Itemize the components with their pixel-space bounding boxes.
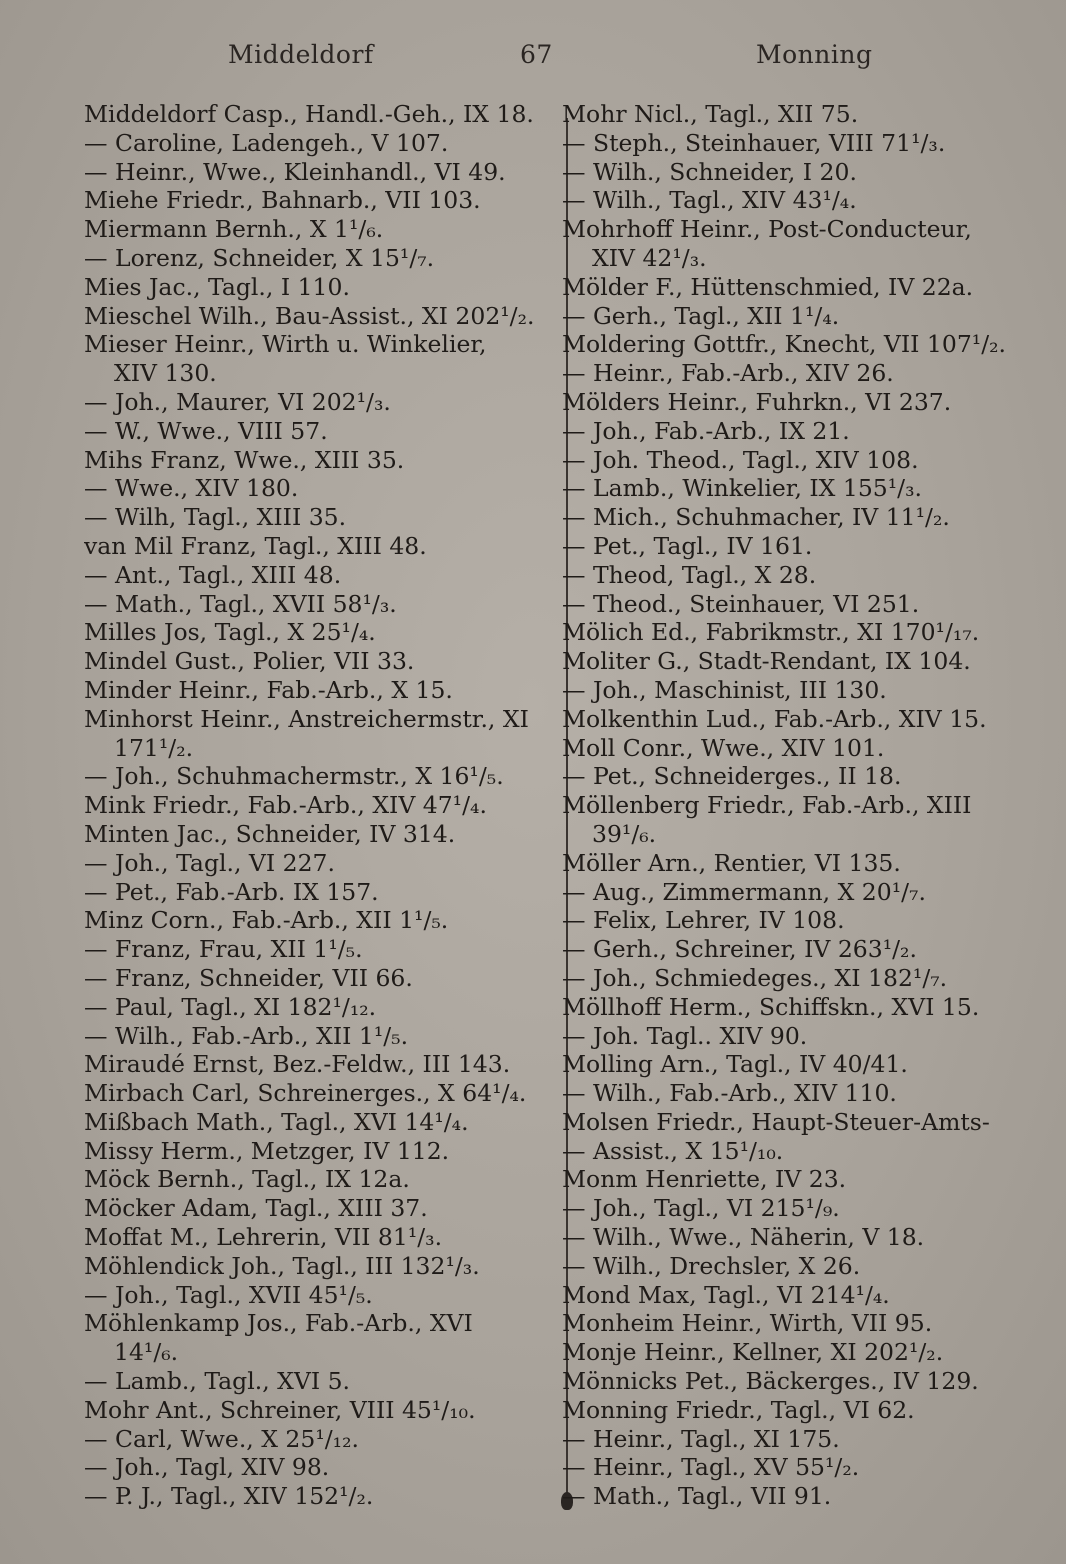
directory-entry: Moll Conr., Wwe., XIV 101. [562,733,885,762]
directory-entry: Möcker Adam, Tagl., XIII 37. [84,1194,428,1223]
directory-entry: — Wilh., Schneider, I 20. [562,157,857,186]
directory-entry: — Wilh., Wwe., Näherin, V 18. [562,1223,925,1252]
directory-entry: — Wilh., Tagl., XIV 43¹/₄. [562,186,857,215]
directory-entry: Monm Henriette, IV 23. [562,1165,847,1194]
directory-entry: — Carl, Wwe., X 25¹/₁₂. [84,1424,359,1453]
directory-entry: — Paul, Tagl., XI 182¹/₁₂. [84,992,377,1021]
directory-entry: Mink Friedr., Fab.-Arb., XIV 47¹/₄. [84,791,487,820]
directory-entry: — Heinr., Tagl., XV 55¹/₂. [562,1453,860,1482]
directory-entry: — Assist., X 15¹/₁₀. [562,1136,784,1165]
directory-entry: — Joh. Tagl.. XIV 90. [562,1021,808,1050]
directory-entry: Mieser Heinr., Wirth u. Winkelier, [84,330,487,359]
directory-entry: Monheim Heinr., Wirth, VII 95. [562,1309,933,1338]
directory-entry: Miermann Bernh., X 1¹/₆. [84,215,384,244]
directory-entry: — Felix, Lehrer, IV 108. [562,906,845,935]
directory-entry: Molling Arn., Tagl., IV 40/41. [562,1050,908,1079]
directory-entry: Moliter G., Stadt-Rendant, IX 104. [562,647,971,676]
directory-entry: — Pet., Schneiderges., II 18. [562,762,902,791]
directory-entry: — Joh., Maurer, VI 202¹/₃. [84,387,391,416]
directory-entry: 14¹/₆. [114,1338,179,1367]
directory-entry: — Joh., Tagl., XVII 45¹/₅. [84,1280,373,1309]
directory-entry: Miraudé Ernst, Bez.-Feldw., III 143. [84,1050,511,1079]
directory-entry: — Joh., Fab.-Arb., IX 21. [562,416,850,445]
directory-entry: Mißbach Math., Tagl., XVI 14¹/₄. [84,1107,469,1136]
directory-entry: — Heinr., Fab.-Arb., XIV 26. [562,359,894,388]
directory-entry: Miehe Friedr., Bahnarb., VII 103. [84,186,481,215]
right-column [562,100,1024,1511]
directory-entry: — W., Wwe., VIII 57. [84,416,328,445]
directory-entry: Mölder F., Hüttenschmied, IV 22a. [562,272,974,301]
directory-entry: Molsen Friedr., Haupt-Steuer-Amts- [562,1107,990,1136]
directory-entry: — Joh., Tagl, XIV 98. [84,1453,330,1482]
directory-entry: — Lamb., Winkelier, IX 155¹/₃. [562,474,922,503]
directory-entry: — Gerh., Schreiner, IV 263¹/₂. [562,935,917,964]
directory-entry: — Joh., Schuhmachermstr., X 16¹/₅. [84,762,504,791]
directory-entry: — Mich., Schuhmacher, IV 11¹/₂. [562,503,950,532]
directory-entry: Möhlendick Joh., Tagl., III 132¹/₃. [84,1251,480,1280]
directory-entry: Minder Heinr., Fab.-Arb., X 15. [84,675,453,704]
directory-entry: — Gerh., Tagl., XII 1¹/₄. [562,301,840,330]
directory-entry: — Aug., Zimmermann, X 20¹/₇. [562,877,926,906]
directory-entry: — Franz, Frau, XII 1¹/₅. [84,935,363,964]
directory-entry: — Pet., Fab.-Arb. IX 157. [84,877,379,906]
directory-entry: — Wwe., XIV 180. [84,474,299,503]
directory-entry: — Heinr., Wwe., Kleinhandl., VI 49. [84,157,506,186]
directory-entry: Monje Heinr., Kellner, XI 202¹/₂. [562,1338,944,1367]
directory-entry: — Wilh., Fab.-Arb., XII 1¹/₅. [84,1021,409,1050]
running-head-right: Monning [756,40,873,69]
directory-entry: Mihs Franz, Wwe., XIII 35. [84,445,405,474]
directory-entry: Möck Bernh., Tagl., IX 12a. [84,1165,410,1194]
directory-entry: — Wilh, Tagl., XIII 35. [84,503,347,532]
directory-entry: — P. J., Tagl., XIV 152¹/₂. [84,1482,374,1511]
directory-entry: Mölich Ed., Fabrikmstr., XI 170¹/₁₇. [562,618,980,647]
directory-entry: van Mil Franz, Tagl., XIII 48. [84,531,427,560]
directory-entry: Mond Max, Tagl., VI 214¹/₄. [562,1280,890,1309]
directory-entry: — Joh. Theod., Tagl., XIV 108. [562,445,919,474]
directory-entry: — Wilh., Drechsler, X 26. [562,1251,861,1280]
directory-entry: Milles Jos, Tagl., X 25¹/₄. [84,618,376,647]
directory-entry: Mönnicks Pet., Bäckerges., IV 129. [562,1367,979,1396]
page-number: 67 [520,40,553,69]
directory-entry: 39¹/₆. [592,819,657,848]
directory-entry: XIV 130. [114,359,217,388]
running-head-left: Middeldorf [228,40,374,69]
directory-entry: Moffat M., Lehrerin, VII 81¹/₃. [84,1223,443,1252]
directory-entry: Mirbach Carl, Schreinerges., X 64¹/₄. [84,1079,527,1108]
directory-entry: Möllenberg Friedr., Fab.-Arb., XIII [562,791,972,820]
directory-entry: — Joh., Schmiedeges., XI 182¹/₇. [562,963,948,992]
directory-entry: Mölders Heinr., Fuhrkn., VI 237. [562,387,952,416]
directory-entry: Moldering Gottfr., Knecht, VII 107¹/₂. [562,330,1007,359]
directory-entry: Missy Herm., Metzger, IV 112. [84,1136,450,1165]
directory-entry: Molkenthin Lud., Fab.-Arb., XIV 15. [562,704,987,733]
directory-entry: — Franz, Schneider, VII 66. [84,963,413,992]
directory-entry: Middeldorf Casp., Handl.-Geh., IX 18. [84,100,534,128]
directory-entry: — Theod, Tagl., X 28. [562,560,817,589]
directory-entry: Mohr Nicl., Tagl., XII 75. [562,100,859,128]
directory-entry: Möhlenkamp Jos., Fab.-Arb., XVI [84,1309,473,1338]
directory-entry: Mindel Gust., Polier, VII 33. [84,647,415,676]
directory-entry: Möllhoff Herm., Schiffskn., XVI 15. [562,992,980,1021]
directory-entry: — Pet., Tagl., IV 161. [562,531,813,560]
directory-entry: Minz Corn., Fab.-Arb., XII 1¹/₅. [84,906,449,935]
left-column [84,100,546,1511]
directory-entry: — Caroline, Ladengeh., V 107. [84,128,449,157]
directory-entry: — Joh., Tagl., VI 227. [84,848,335,877]
directory-entry: Monning Friedr., Tagl., VI 62. [562,1395,915,1424]
directory-entry: — Math., Tagl., XVII 58¹/₃. [84,589,397,618]
directory-entry: Möller Arn., Rentier, VI 135. [562,848,901,877]
directory-entry: — Theod., Steinhauer, VI 251. [562,589,920,618]
directory-entry: Minhorst Heinr., Anstreichermstr., XI [84,704,529,733]
directory-entry: Mies Jac., Tagl., I 110. [84,272,350,301]
directory-entry: — Wilh., Fab.-Arb., XIV 110. [562,1079,897,1108]
directory-entry: — Heinr., Tagl., XI 175. [562,1424,840,1453]
directory-entry: — Steph., Steinhauer, VIII 71¹/₃. [562,128,946,157]
directory-entry: — Lamb., Tagl., XVI 5. [84,1367,351,1396]
directory-entry: Minten Jac., Schneider, IV 314. [84,819,456,848]
directory-entry: 171¹/₂. [114,733,194,762]
directory-entry: Mieschel Wilh., Bau-Assist., XI 202¹/₂. [84,301,535,330]
directory-entry: XIV 42¹/₃. [592,243,707,272]
directory-entry: Mohrhoff Heinr., Post-Conducteur, [562,215,972,244]
directory-entry: — Joh., Maschinist, III 130. [562,675,887,704]
directory-entry: — Joh., Tagl., VI 215¹/₉. [562,1194,840,1223]
directory-entry: — Lorenz, Schneider, X 15¹/₇. [84,243,435,272]
directory-entry: — Ant., Tagl., XIII 48. [84,560,342,589]
directory-entry: — Math., Tagl., VII 91. [562,1482,832,1511]
directory-entry: Mohr Ant., Schreiner, VIII 45¹/₁₀. [84,1395,476,1424]
